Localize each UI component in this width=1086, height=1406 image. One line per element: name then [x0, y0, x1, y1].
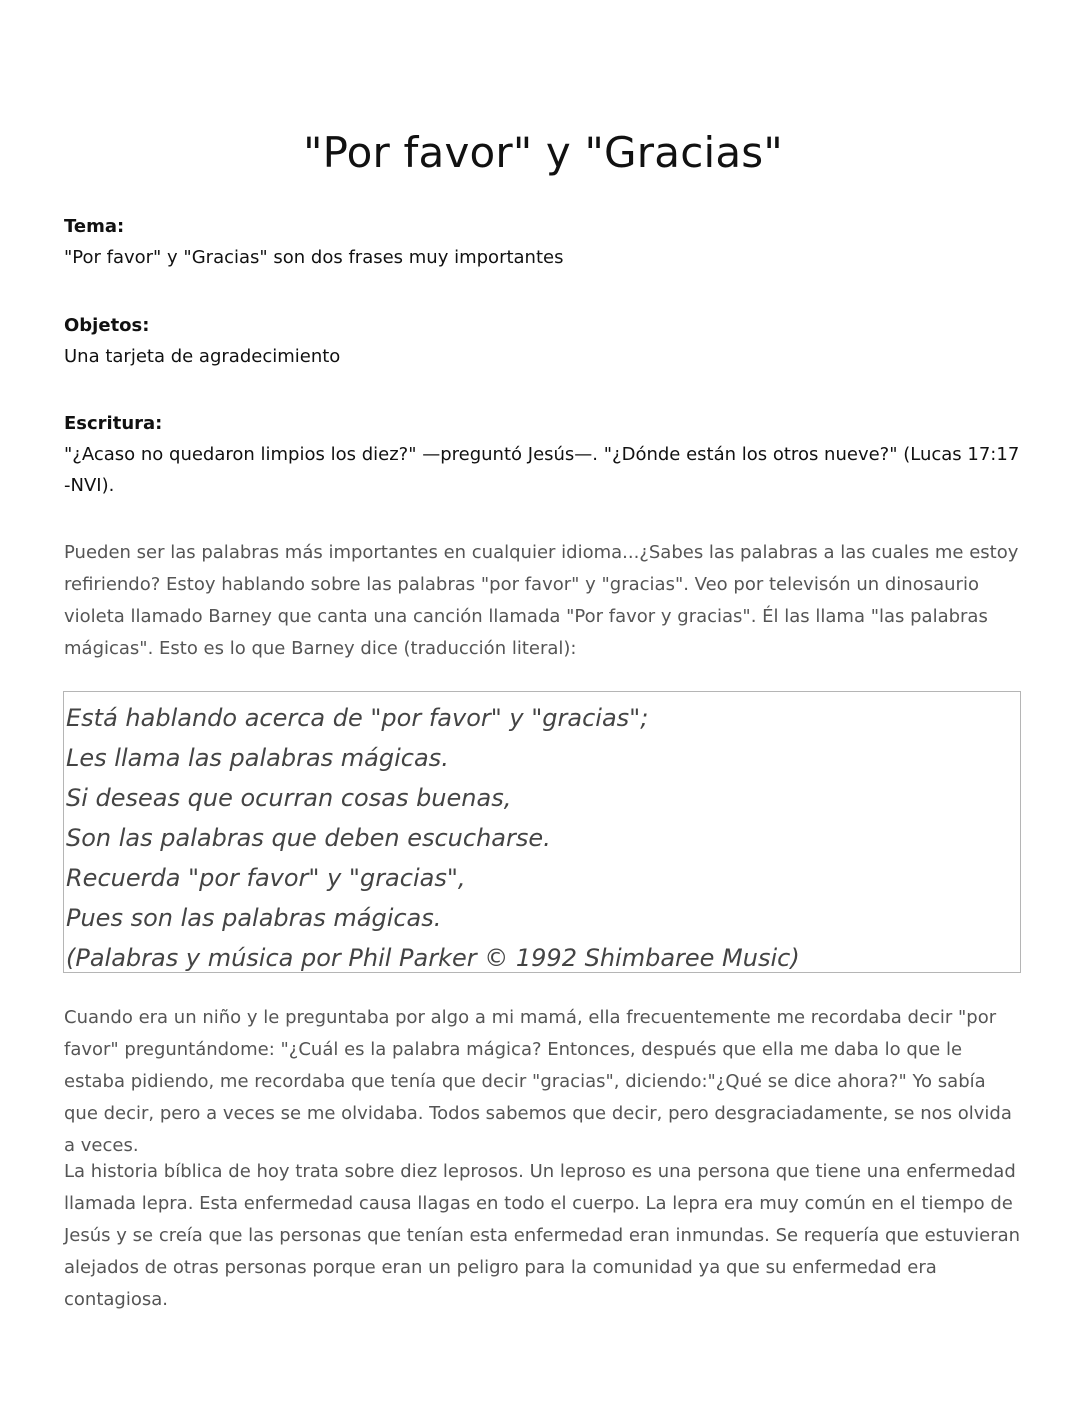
objetos-label: Objetos:	[64, 315, 150, 336]
tema-section	[64, 212, 1024, 273]
childhood-paragraph: Cuando era un niño y le preguntaba por algo a mi mamá, ella frecuentemente me recordaba decir "por favor" preguntándome: "¿Cuál es la palabra mágica? Entonces, después que ella me daba lo que le estaba pidiendo, me recordaba que tenía que decir "gracias", diciendo:"¿Qué se dice ahora?" Yo sabía que decir, pero a veces se me olvidaba. Todos sabemos que decir, pero desgraciadamente, se nos olvida a veces.	[64, 1007, 1012, 1156]
escritura-text: "¿Acaso no quedaron limpios los diez?" —preguntó Jesús—. "¿Dónde están los otros nueve?" (Lucas 17:17 -NVI).	[64, 444, 1020, 496]
objetos-section	[64, 311, 1024, 372]
quote-credit: (Palabras y música por Phil Parker © 1992 Shimbaree Music)	[66, 944, 800, 972]
quote-line: Pues son las palabras mágicas.	[66, 904, 442, 932]
page-title: "Por favor" y "Gracias"	[303, 128, 783, 177]
song-quote-box	[63, 691, 1021, 973]
intro-paragraph: Pueden ser las palabras más importantes en cualquier idioma...¿Sabes las palabras a las cuales me estoy refiriendo? Estoy hablando sobre las palabras "por favor" y "gracias". Veo por televisón un dinosaurio violeta llamado Barney que canta una canción llamada "Por favor y gracias". Él las llama "las palabras mágicas". Esto es lo que Barney dice (traducción literal):	[64, 542, 1019, 659]
quote-line: Les llama las palabras mágicas.	[66, 744, 449, 772]
tema-text: "Por favor" y "Gracias" son dos frases muy importantes	[64, 247, 564, 268]
escritura-section	[64, 409, 1024, 501]
objetos-text: Una tarjeta de agradecimiento	[64, 346, 341, 367]
quote-line: Son las palabras que deben escucharse.	[66, 824, 551, 852]
quote-line: Si deseas que ocurran cosas buenas,	[66, 784, 512, 812]
escritura-label: Escritura:	[64, 413, 163, 434]
tema-label: Tema:	[64, 216, 125, 237]
quote-line: Recuerda "por favor" y "gracias",	[66, 864, 466, 892]
quote-line: Está hablando acerca de "por favor" y "gracias";	[66, 704, 649, 732]
lepers-paragraph: La historia bíblica de hoy trata sobre diez leprosos. Un leproso es una persona que tiene una enfermedad llamada lepra. Esta enfermedad causa llagas en todo el cuerpo. La lepra era muy común en el tiempo de Jesús y se creía que las personas que tenían esta enfermedad eran inmundas. Se requería que estuvieran alejados de otras personas porque eran un peligro para la comunidad ya que su enfermedad era contagiosa.	[64, 1161, 1021, 1310]
